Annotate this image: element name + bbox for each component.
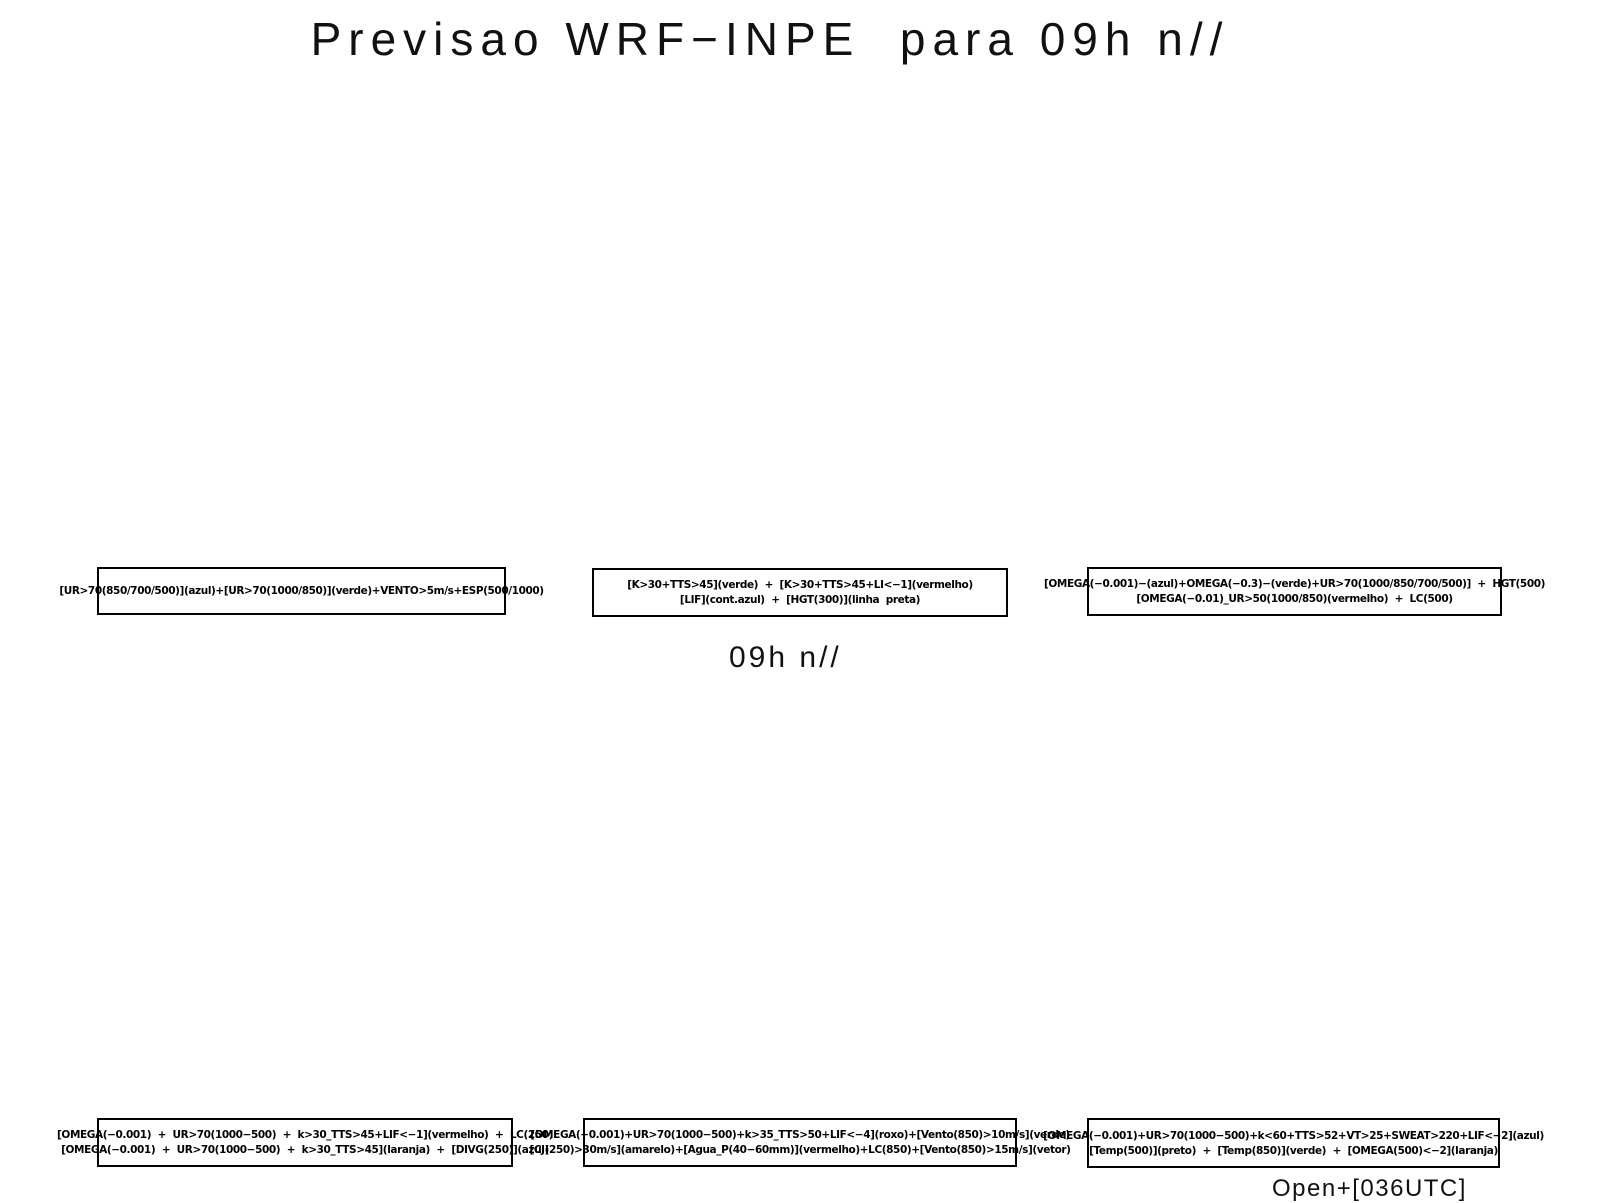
legend-box-bottom-center	[529, 1118, 1071, 1167]
legend-box-top-left	[59, 567, 544, 615]
legend-line: [CJ(250)>30m/s](amarelo)+[Agua_P(40−60mm)](vermelho)+LC(850)+[Vento(850)>15m/s](vetor)	[529, 1144, 1071, 1156]
legend-line: [OMEGA(−0.001)+UR>70(1000−500)+k<60+TTS>52+VT>25+SWEAT>220+LIF<−2](azul)	[1043, 1129, 1544, 1142]
legend-box-top-center	[592, 568, 1008, 617]
legend-box-bottom-right	[1043, 1118, 1544, 1168]
legend-line: [UR>70(850/700/500)](azul)+[UR>70(1000/850)](verde)+VENTO>5m/s+ESP(500/1000)	[59, 585, 544, 597]
legend-line: [K>30+TTS>45](verde) + [K>30+TTS>45+LI<−1](vermelho)	[627, 579, 973, 591]
legend-line: [Temp(500)](preto) + [Temp(850)](verde) + [OMEGA(500)<−2](laranja)	[1089, 1144, 1498, 1157]
panel-subtitle: 09h n//	[729, 641, 842, 674]
footer-timestamp: Open+[036UTC]	[1272, 1175, 1467, 1202]
page-title: Previsao WRF−INPE para 09h n//	[310, 13, 1230, 65]
legend-line: [LIF](cont.azul) + [HGT(300)](linha preta)	[679, 594, 921, 606]
legend-line: [OMEGA(−0.001) + UR>70(1000−500) + k>30_TTS>45](laranja) + [DIVG(250)](azul)	[61, 1144, 549, 1156]
legend-box-top-right	[1043, 567, 1546, 616]
legend-line: [OMEGA(−0.001)+UR>70(1000−500)+k>35_TTS>50+LIF<−4](roxo)+[Vento(850)>10m/s](verde)	[530, 1129, 1070, 1141]
legend-line: [OMEGA(−0.001) + UR>70(1000−500) + k>30_TTS>45+LIF<−1](vermelho) + LC(250)	[57, 1129, 553, 1141]
legend-line: [OMEGA(−0.01)_UR>50(1000/850)(vermelho) + LC(500)	[1136, 593, 1453, 605]
legend-box-bottom-left	[57, 1118, 553, 1167]
legend-line: [OMEGA(−0.001)−(azul)+OMEGA(−0.3)−(verde)+UR>70(1000/850/700/500)] + HGT(500)	[1043, 578, 1546, 590]
